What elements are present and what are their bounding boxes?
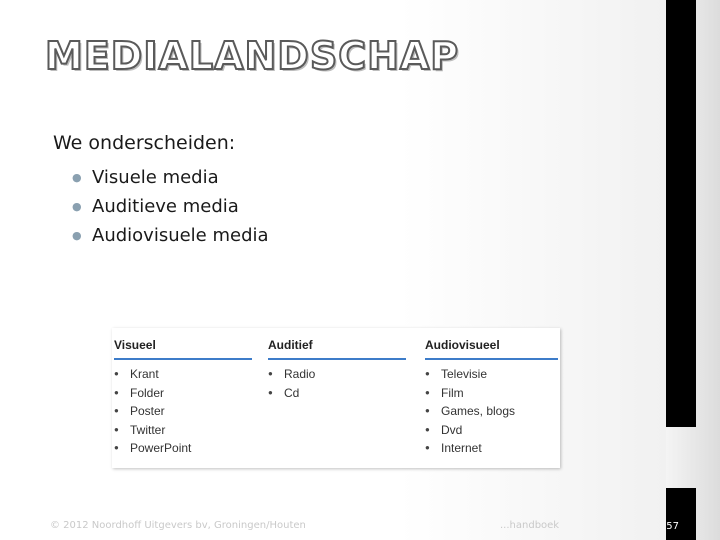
slide-title: MEDIALANDSCHAP	[45, 34, 460, 78]
column-visueel	[114, 338, 252, 458]
column-auditief	[268, 338, 406, 402]
bullet-icon: ●	[425, 369, 430, 378]
table-item	[268, 384, 406, 403]
side-bar-bottom	[666, 488, 696, 540]
table-item-label: Film	[441, 385, 464, 400]
column-header: Auditief	[268, 338, 406, 360]
table-item-label: Radio	[284, 367, 316, 381]
bullet-icon: ●	[268, 369, 273, 378]
table-item-label: Twitter	[130, 422, 166, 437]
table-item	[114, 365, 252, 384]
table-item	[114, 402, 252, 421]
table-item	[425, 384, 558, 403]
media-type-list	[72, 163, 269, 250]
bullet-icon: ●	[72, 171, 82, 184]
list-item-label: Visuele media	[92, 167, 219, 188]
bullet-icon: ●	[114, 406, 119, 415]
table-item-label: Krant	[130, 367, 159, 381]
table-item	[114, 384, 252, 403]
table-item-label: PowerPoint	[130, 441, 192, 455]
footer-source: ...handboek	[500, 520, 560, 531]
bullet-icon: ●	[72, 229, 82, 242]
side-bar-top	[666, 0, 696, 427]
table-item	[114, 439, 252, 458]
bullet-icon: ●	[425, 387, 430, 397]
table-item-label: Televisie	[441, 367, 488, 381]
table-item	[425, 365, 558, 384]
bullet-icon: ●	[114, 369, 119, 378]
table-item-label: Poster	[130, 404, 165, 418]
table-item-label: Folder	[130, 385, 165, 400]
list-item	[72, 192, 269, 221]
bullet-icon: ●	[72, 200, 82, 213]
column-audiovisueel	[425, 338, 558, 458]
column-list	[425, 365, 558, 458]
bullet-icon: ●	[425, 443, 430, 452]
table-item	[114, 421, 252, 440]
bullet-icon: ●	[114, 387, 119, 397]
column-header: Visueel	[114, 338, 252, 360]
media-table	[112, 328, 560, 468]
footer-copyright: © 2012 Noordhoff Uitgevers bv, Groningen/Houten	[50, 520, 306, 531]
list-item-label: Audiovisuele media	[92, 225, 269, 246]
table-item-label: Cd	[284, 385, 300, 400]
column-list	[114, 365, 252, 458]
list-item-label: Auditieve media	[92, 196, 239, 217]
intro-text: We onderscheiden:	[53, 132, 236, 154]
column-list	[268, 365, 406, 402]
table-item	[425, 421, 558, 440]
page-number: 57	[666, 521, 679, 532]
table-item	[425, 402, 558, 421]
table-item-label: Dvd	[441, 422, 463, 437]
table-item	[268, 365, 406, 384]
table-item	[425, 439, 558, 458]
bullet-icon: ●	[425, 406, 430, 415]
bullet-icon: ●	[425, 424, 430, 434]
bullet-icon: ●	[114, 424, 119, 434]
list-item	[72, 163, 269, 192]
column-header: Audiovisueel	[425, 338, 558, 360]
list-item	[72, 221, 269, 250]
table-item-label: Internet	[441, 441, 482, 455]
bullet-icon: ●	[268, 387, 273, 397]
table-item-label: Games, blogs	[441, 404, 516, 418]
bullet-icon: ●	[114, 443, 119, 452]
